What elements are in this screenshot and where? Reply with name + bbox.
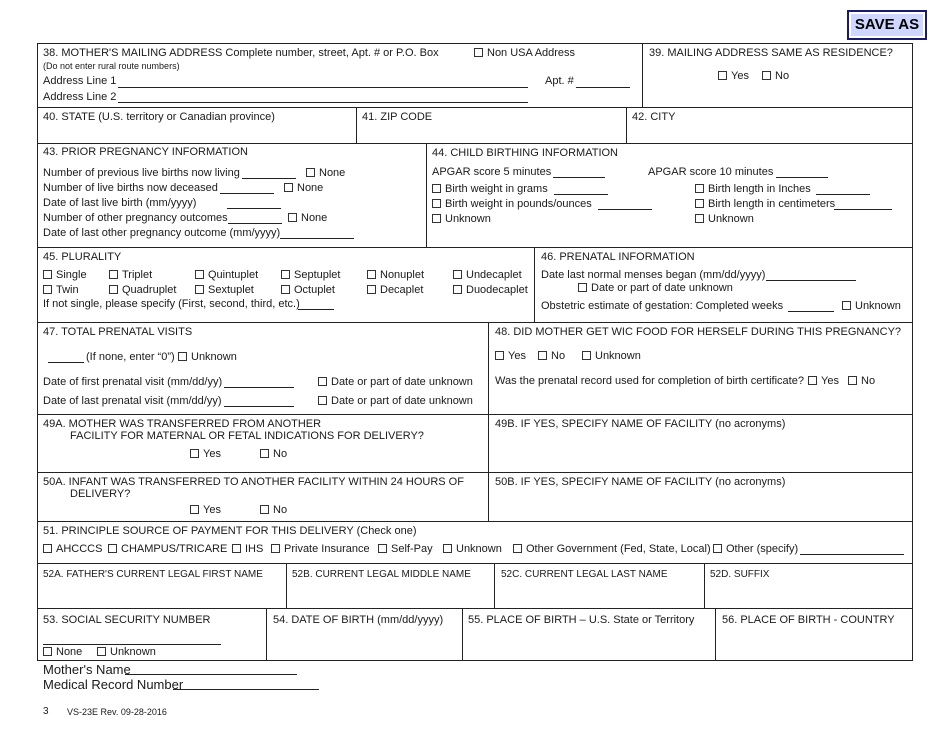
s52d-title: 52D. SUFFIX xyxy=(710,569,770,580)
address-line2-field[interactable] xyxy=(118,92,528,103)
s53-unknown[interactable]: Unknown xyxy=(97,646,156,658)
plurality-checkbox[interactable] xyxy=(195,270,204,279)
s43-last-other-field[interactable] xyxy=(280,228,354,239)
wt-grams-field[interactable] xyxy=(554,184,608,195)
plurality-checkbox[interactable] xyxy=(453,270,462,279)
len-in-checkbox[interactable] xyxy=(695,184,704,193)
plurality-option[interactable]: Duodecaplet xyxy=(453,284,528,296)
s51-title: 51. PRINCIPLE SOURCE OF PAYMENT FOR THIS DELIVERY (Check one) xyxy=(43,525,417,537)
plurality-checkbox[interactable] xyxy=(453,285,462,294)
plurality-option[interactable]: Triplet xyxy=(109,269,152,281)
ssn-field[interactable] xyxy=(43,634,221,645)
plurality-option[interactable]: Undecaplet xyxy=(453,269,522,281)
s38-line1-label: Address Line 1 xyxy=(43,75,117,87)
plurality-checkbox[interactable] xyxy=(281,285,290,294)
s49a-no[interactable]: No xyxy=(260,448,287,460)
s43-last-live-label: Date of last live birth (mm/yyyy) xyxy=(43,197,197,209)
s47-last-label: Date of last prenatal visit (mm/dd/yy) xyxy=(43,395,222,407)
gestation-weeks-field[interactable] xyxy=(788,301,834,312)
len-cm-checkbox[interactable] xyxy=(695,199,704,208)
payment-checkbox[interactable] xyxy=(378,544,387,553)
s47-title: 47. TOTAL PRENATAL VISITS xyxy=(43,326,193,338)
wt-grams-checkbox[interactable] xyxy=(432,184,441,193)
s43-deceased-none[interactable]: None xyxy=(284,182,323,194)
s50a-yes[interactable]: Yes xyxy=(190,504,221,516)
lmp-partial-checkbox[interactable] xyxy=(578,283,587,292)
s44-wt-lbs[interactable]: Birth weight in pounds/ounces xyxy=(432,198,592,210)
plurality-option[interactable]: Single xyxy=(43,269,87,281)
s49a-title1: 49A. MOTHER WAS TRANSFERRED FROM ANOTHER xyxy=(43,418,322,430)
last-visit-partial-checkbox[interactable] xyxy=(318,396,327,405)
s52a-title: 52A. FATHER'S CURRENT LEGAL FIRST NAME xyxy=(43,569,263,580)
s43-deceased-label: Number of live births now deceased xyxy=(43,182,218,194)
payment-checkbox[interactable] xyxy=(232,544,241,553)
s45-title: 45. PLURALITY xyxy=(43,251,122,263)
s49b-title: 49B. IF YES, SPECIFY NAME OF FACILITY (no acronyms) xyxy=(495,418,786,430)
s43-title: 43. PRIOR PREGNANCY INFORMATION xyxy=(43,146,248,158)
visits-unknown-checkbox[interactable] xyxy=(178,352,187,361)
wt-unknown-checkbox[interactable] xyxy=(432,214,441,223)
s43-living-field[interactable] xyxy=(242,168,296,179)
s44-apgar10-label: APGAR score 10 minutes xyxy=(648,166,774,178)
gestation-unknown-checkbox[interactable] xyxy=(842,301,851,310)
mothers-name-label: Mother's Name xyxy=(43,662,131,677)
s39-yes[interactable]: Yes xyxy=(718,70,749,82)
wt-lbs-field[interactable] xyxy=(598,199,652,210)
plurality-option[interactable]: Septuplet xyxy=(281,269,340,281)
first-visit-partial-checkbox[interactable] xyxy=(318,377,327,386)
plurality-option[interactable]: Decaplet xyxy=(367,284,423,296)
wic-no-checkbox[interactable] xyxy=(538,351,547,360)
s44-wt-unknown[interactable]: Unknown xyxy=(432,213,491,225)
s43-other-none-checkbox[interactable] xyxy=(288,213,297,222)
payment-checkbox[interactable] xyxy=(108,544,117,553)
s48-yes[interactable]: Yes xyxy=(495,350,526,362)
s39-yes-checkbox[interactable] xyxy=(718,71,727,80)
plurality-option[interactable]: Sextuplet xyxy=(195,284,254,296)
payment-option[interactable]: IHS xyxy=(232,543,263,555)
payment-option[interactable]: Self-Pay xyxy=(378,543,433,555)
ssn-none-checkbox[interactable] xyxy=(43,647,52,656)
payment-checkbox[interactable] xyxy=(271,544,280,553)
payment-checkbox[interactable] xyxy=(443,544,452,553)
form-id: VS-23E Rev. 09-28-2016 xyxy=(67,707,167,717)
payment-option[interactable]: Other Government (Fed, State, Local) xyxy=(513,543,711,555)
s43-other-label: Number of other pregnancy outcomes xyxy=(43,212,228,224)
s38-non-usa[interactable]: Non USA Address xyxy=(474,47,575,59)
apgar10-field[interactable] xyxy=(776,167,828,178)
payment-checkbox[interactable] xyxy=(713,544,722,553)
apgar5-field[interactable] xyxy=(553,167,605,178)
payment-option[interactable]: Private Insurance xyxy=(271,543,370,555)
wic-unknown-checkbox[interactable] xyxy=(582,351,591,360)
s47-first-partial[interactable]: Date or part of date unknown xyxy=(318,376,473,388)
s43-last-other-label: Date of last other pregnancy outcome (mm/yyyy) xyxy=(43,227,281,239)
plurality-specify-field[interactable] xyxy=(298,299,334,310)
page-number: 3 xyxy=(43,706,49,717)
s50a-title2: DELIVERY? xyxy=(70,488,131,500)
s38-title: 38. MOTHER'S MAILING ADDRESS Complete number, street, Apt. # or P.O. Box xyxy=(43,47,439,59)
s44-len-unknown[interactable]: Unknown xyxy=(695,213,754,225)
s47-if-none: (If none, enter “0”) xyxy=(86,351,175,363)
s48-record-yes[interactable]: Yes xyxy=(808,375,839,387)
save-as-button[interactable]: SAVE AS xyxy=(847,10,927,40)
s46-lmp-label: Date last normal menses began (mm/dd/yyyy) xyxy=(541,269,766,281)
plurality-checkbox[interactable] xyxy=(109,285,118,294)
plurality-checkbox[interactable] xyxy=(367,285,376,294)
s50a-title1: 50A. INFANT WAS TRANSFERRED TO ANOTHER FACILITY WITHIN 24 HOURS OF xyxy=(43,476,464,488)
plurality-checkbox[interactable] xyxy=(43,270,52,279)
s47-first-label: Date of first prenatal visit (mm/dd/yy) xyxy=(43,376,223,388)
s50b-title: 50B. IF YES, SPECIFY NAME OF FACILITY (no acronyms) xyxy=(495,476,786,488)
plurality-option[interactable]: Quadruplet xyxy=(109,284,176,296)
s43-deceased-none-checkbox[interactable] xyxy=(284,183,293,192)
s46-obstetric-label: Obstetric estimate of gestation: Completed weeks xyxy=(541,300,784,312)
s47-last-partial[interactable]: Date or part of date unknown xyxy=(318,395,473,407)
s38-note: (Do not enter rural route numbers) xyxy=(43,61,180,71)
plurality-checkbox[interactable] xyxy=(195,285,204,294)
s48-title: 48. DID MOTHER GET WIC FOOD FOR HERSELF DURING THIS PREGNANCY? xyxy=(495,326,902,338)
plurality-checkbox[interactable] xyxy=(43,285,52,294)
s44-title: 44. CHILD BIRTHING INFORMATION xyxy=(432,147,619,159)
s43-living-label: Number of previous live births now living xyxy=(43,167,240,179)
s48-record-label: Was the prenatal record used for completion of birth certificate? xyxy=(495,375,804,387)
s50a-no-checkbox[interactable] xyxy=(260,505,269,514)
s45-specify-label: If not single, please specify (First, second, third, etc.) xyxy=(43,298,300,310)
s56-title: 56. PLACE OF BIRTH - COUNTRY xyxy=(722,614,895,626)
s50a-no[interactable]: No xyxy=(260,504,287,516)
plurality-checkbox[interactable] xyxy=(367,270,376,279)
plurality-checkbox[interactable] xyxy=(109,270,118,279)
s38-line2-label: Address Line 2 xyxy=(43,91,117,103)
s46-partial[interactable]: Date or part of date unknown xyxy=(578,282,733,294)
s40-title: 40. STATE (U.S. territory or Canadian province) xyxy=(43,111,275,123)
s48-unknown[interactable]: Unknown xyxy=(582,350,641,362)
s43-living-none-checkbox[interactable] xyxy=(306,168,315,177)
s43-other-none[interactable]: None xyxy=(288,212,327,224)
ssn-unknown-checkbox[interactable] xyxy=(97,647,106,656)
mrn-label: Medical Record Number xyxy=(43,677,184,692)
s54-title: 54. DATE OF BIRTH (mm/dd/yyyy) xyxy=(273,614,444,626)
plurality-checkbox[interactable] xyxy=(281,270,290,279)
len-in-field[interactable] xyxy=(816,184,870,195)
s55-title: 55. PLACE OF BIRTH – U.S. State or Territory xyxy=(468,614,695,626)
mrn-field[interactable] xyxy=(173,679,319,690)
s47-unknown[interactable]: Unknown xyxy=(178,351,237,363)
s48-no[interactable]: No xyxy=(538,350,565,362)
s46-title: 46. PRENATAL INFORMATION xyxy=(541,251,695,263)
last-visit-field[interactable] xyxy=(224,396,294,407)
s44-len-cm[interactable]: Birth length in centimeters xyxy=(695,198,835,210)
s50a-yes-checkbox[interactable] xyxy=(190,505,199,514)
len-unknown-checkbox[interactable] xyxy=(695,214,704,223)
s44-wt-grams[interactable]: Birth weight in grams xyxy=(432,183,548,195)
apt-field[interactable] xyxy=(576,77,630,88)
s42-title: 42. CITY xyxy=(632,111,676,123)
wt-lbs-checkbox[interactable] xyxy=(432,199,441,208)
non-usa-checkbox[interactable] xyxy=(474,48,483,57)
lmp-field[interactable] xyxy=(766,270,856,281)
prenatal-visits-field[interactable] xyxy=(48,352,84,363)
s43-other-field[interactable] xyxy=(228,213,282,224)
s49a-no-checkbox[interactable] xyxy=(260,449,269,458)
s49a-yes-checkbox[interactable] xyxy=(190,449,199,458)
first-visit-field[interactable] xyxy=(224,377,294,388)
s44-apgar5-label: APGAR score 5 minutes xyxy=(432,166,552,178)
payment-checkbox[interactable] xyxy=(513,544,522,553)
s38-apt-label: Apt. # xyxy=(545,75,574,87)
record-yes-checkbox[interactable] xyxy=(808,376,817,385)
address-line1-field[interactable] xyxy=(118,77,528,88)
s39-no-checkbox[interactable] xyxy=(762,71,771,80)
s49a-yes[interactable]: Yes xyxy=(190,448,221,460)
s39-no[interactable]: No xyxy=(762,70,789,82)
wic-yes-checkbox[interactable] xyxy=(495,351,504,360)
s41-title: 41. ZIP CODE xyxy=(362,111,433,123)
s53-title: 53. SOCIAL SECURITY NUMBER xyxy=(43,614,211,626)
s52b-title: 52B. CURRENT LEGAL MIDDLE NAME xyxy=(292,569,471,580)
s49a-title2: FACILITY FOR MATERNAL OR FETAL INDICATIONS FOR DELIVERY? xyxy=(70,430,424,442)
plurality-option[interactable]: Twin xyxy=(43,284,79,296)
payment-checkbox[interactable] xyxy=(43,544,52,553)
mothers-name-field[interactable] xyxy=(125,664,297,675)
payment-option[interactable]: AHCCCS xyxy=(43,543,102,555)
s43-deceased-field[interactable] xyxy=(220,183,274,194)
payment-other-field[interactable] xyxy=(800,544,904,555)
s48-record-no[interactable]: No xyxy=(848,375,875,387)
record-no-checkbox[interactable] xyxy=(848,376,857,385)
payment-option[interactable]: Unknown xyxy=(443,543,502,555)
payment-option[interactable]: CHAMPUS/TRICARE xyxy=(108,543,227,555)
plurality-option[interactable]: Octuplet xyxy=(281,284,335,296)
s43-living-none[interactable]: None xyxy=(306,167,345,179)
s46-unknown[interactable]: Unknown xyxy=(842,300,901,312)
s44-len-in[interactable]: Birth length in Inches xyxy=(695,183,811,195)
s43-last-live-field[interactable] xyxy=(227,198,281,209)
s39-title: 39. MAILING ADDRESS SAME AS RESIDENCE? xyxy=(649,47,893,59)
len-cm-field[interactable] xyxy=(834,199,892,210)
plurality-option[interactable]: Nonuplet xyxy=(367,269,424,281)
plurality-option[interactable]: Quintuplet xyxy=(195,269,258,281)
s53-none[interactable]: None xyxy=(43,646,82,658)
s52c-title: 52C. CURRENT LEGAL LAST NAME xyxy=(501,569,668,580)
payment-option[interactable]: Other (specify) xyxy=(713,543,798,555)
